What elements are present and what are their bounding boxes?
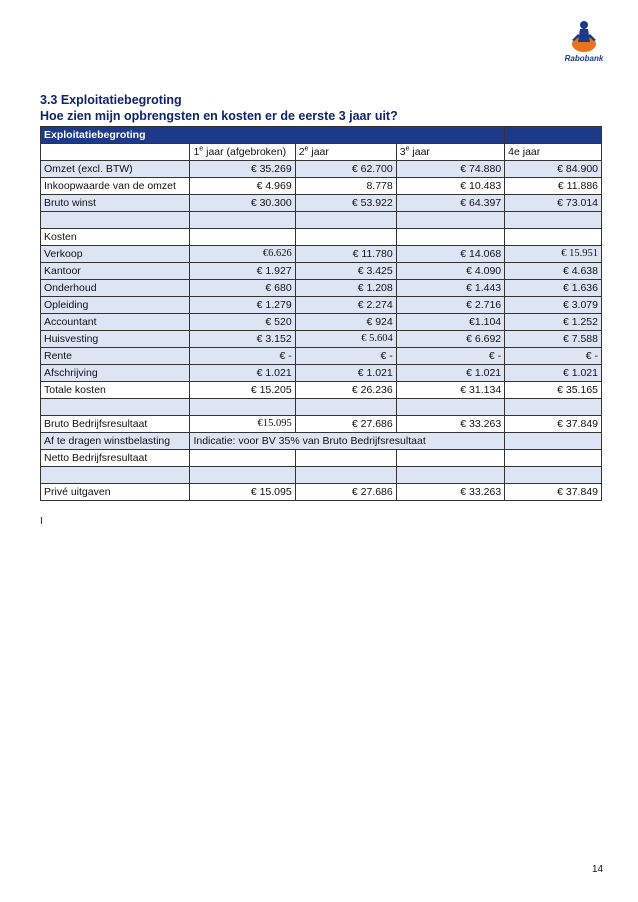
row-label: Huisvesting [41, 331, 190, 348]
value-cell: € - [190, 348, 295, 365]
table-row-spacer [41, 399, 602, 416]
value-cell: € 3.425 [295, 263, 396, 280]
page-number: 14 [592, 864, 604, 875]
value-cell: € 1.279 [190, 297, 295, 314]
table-row-bruto-resultaat [41, 416, 602, 433]
row-label: Kosten [41, 229, 190, 246]
value-cell: € 1.927 [190, 263, 295, 280]
table-row-kosten [41, 263, 602, 280]
table-row-netto-resultaat [41, 450, 602, 467]
row-label: Onderhoud [41, 280, 190, 297]
table-title-row [41, 127, 602, 144]
column-header-year-4: 4e jaar [505, 144, 602, 161]
value-cell: € 35.165 [505, 382, 602, 399]
value-cell: € 2.716 [396, 297, 504, 314]
column-header-year-2: 2e jaar [295, 144, 396, 161]
table-row-kosten [41, 297, 602, 314]
value-cell: € 7.588 [505, 331, 602, 348]
value-cell: € 37.849 [505, 416, 602, 433]
table-row-omzet [41, 161, 602, 178]
value-cell: € - [295, 348, 396, 365]
value-cell: € 33.263 [396, 484, 504, 501]
section-question: Hoe zien mijn opbrengsten en kosten er de eerste 3 jaar uit? [40, 109, 398, 123]
table-row-totale-kosten [41, 382, 602, 399]
value-cell: € 1.443 [396, 280, 504, 297]
value-cell: € 10.483 [396, 178, 504, 195]
value-cell: € 37.849 [505, 484, 602, 501]
value-cell: € 31.134 [396, 382, 504, 399]
exploitation-budget-table [40, 126, 602, 501]
value-cell: € 53.922 [295, 195, 396, 212]
table-row-spacer [41, 467, 602, 484]
value-cell: € 520 [190, 314, 295, 331]
table-title: Exploitatiebegroting [41, 127, 505, 144]
row-label: Bruto Bedrijfsresultaat [41, 416, 190, 433]
value-cell: € 680 [190, 280, 295, 297]
rabobank-logo [556, 14, 612, 66]
row-label: Verkoop [41, 246, 190, 263]
value-cell: € 35.269 [190, 161, 295, 178]
table-row-spacer [41, 212, 602, 229]
column-header-year-1: 1e jaar (afgebroken) [190, 144, 295, 161]
table-row-winstbelasting [41, 433, 602, 450]
value-cell: € 4.090 [396, 263, 504, 280]
value-cell: € 33.263 [396, 416, 504, 433]
value-cell: € 1.208 [295, 280, 396, 297]
value-cell: € 84.900 [505, 161, 602, 178]
rabobank-wordmark: Rabobank [564, 54, 604, 63]
row-label: Kantoor [41, 263, 190, 280]
value-cell: € 11.886 [505, 178, 602, 195]
value-cell: €1.104 [396, 314, 504, 331]
value-cell: €15.095 [190, 416, 295, 433]
rabobank-emblem-icon [556, 14, 612, 54]
value-cell: € 1.252 [505, 314, 602, 331]
section-heading [40, 92, 398, 124]
value-cell: € 1.021 [505, 365, 602, 382]
row-label: Opleiding [41, 297, 190, 314]
table-row-kosten [41, 331, 602, 348]
value-cell: € 1.636 [505, 280, 602, 297]
row-label: Rente [41, 348, 190, 365]
value-cell: € 1.021 [295, 365, 396, 382]
value-cell: € - [505, 348, 602, 365]
value-cell: € 14.068 [396, 246, 504, 263]
column-header-row [41, 144, 602, 161]
value-cell: € 1.021 [190, 365, 295, 382]
row-label: Netto Bedrijfsresultaat [41, 450, 190, 467]
value-cell: € 3.079 [505, 297, 602, 314]
row-label: Accountant [41, 314, 190, 331]
value-cell: € 73.014 [505, 195, 602, 212]
value-cell: € 30.300 [190, 195, 295, 212]
value-cell: € 4.638 [505, 263, 602, 280]
value-cell: € 15.205 [190, 382, 295, 399]
table-row-bruto-winst [41, 195, 602, 212]
row-label: Bruto winst [41, 195, 190, 212]
table-row-kosten [41, 280, 602, 297]
section-title: 3.3 Exploitatiebegroting [40, 93, 182, 107]
column-header-empty [41, 144, 190, 161]
value-cell: € 27.686 [295, 484, 396, 501]
value-cell: € 3.152 [190, 331, 295, 348]
value-cell: € 5.604 [295, 331, 396, 348]
value-cell: € 2.274 [295, 297, 396, 314]
value-cell: € 924 [295, 314, 396, 331]
table-row-kosten [41, 365, 602, 382]
row-label: Privé uitgaven [41, 484, 190, 501]
value-cell: € 15.951 [505, 246, 602, 263]
value-cell: €6.626 [190, 246, 295, 263]
value-cell: € 1.021 [396, 365, 504, 382]
value-cell: € 11.780 [295, 246, 396, 263]
row-label: Totale kosten [41, 382, 190, 399]
table-row-kosten [41, 348, 602, 365]
table-row-kosten [41, 314, 602, 331]
value-cell: € - [396, 348, 504, 365]
value-cell: € 62.700 [295, 161, 396, 178]
value-cell: € 74.880 [396, 161, 504, 178]
column-header-year-3: 3e jaar [396, 144, 504, 161]
table-row-prive-uitgaven [41, 484, 602, 501]
table-row-inkoop [41, 178, 602, 195]
row-label: Omzet (excl. BTW) [41, 161, 190, 178]
text-cursor-marker: I [40, 516, 43, 527]
value-cell: € 6.692 [396, 331, 504, 348]
value-cell: € 26.236 [295, 382, 396, 399]
value-cell: 8.778 [295, 178, 396, 195]
value-cell: € 64.397 [396, 195, 504, 212]
row-label: Afschrijving [41, 365, 190, 382]
value-cell: € 27.686 [295, 416, 396, 433]
table-row-kosten [41, 246, 602, 263]
value-cell: € 4.969 [190, 178, 295, 195]
value-cell: € 15.095 [190, 484, 295, 501]
row-label: Inkoopwaarde van de omzet [41, 178, 190, 195]
table-row-kosten-heading [41, 229, 602, 246]
row-label: Af te dragen winstbelasting [41, 433, 190, 450]
tax-indication-note: Indicatie: voor BV 35% van Bruto Bedrijfsresultaat [190, 433, 505, 450]
table-title-cell-empty [505, 127, 602, 144]
